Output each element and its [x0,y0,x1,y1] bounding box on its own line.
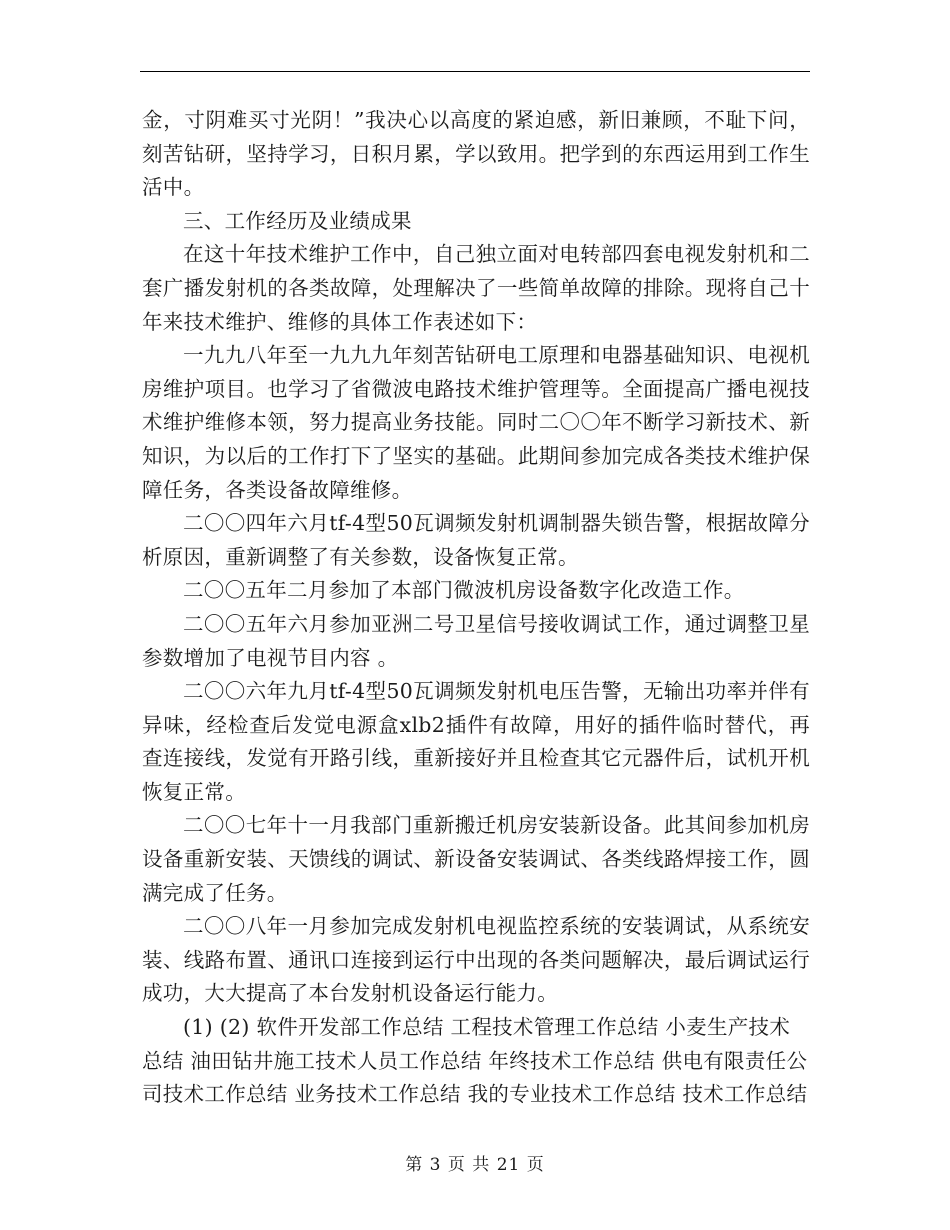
document-body [142,104,810,1112]
page-footer: 第 3 页 共 21 页 [405,1155,545,1175]
paragraph-1998: 一九九八年至一九九九年刻苦钻研电工原理和电器基础知识、电视机房维护项目。也学习了省微波电路技术维护管理等。全面提高广播电视技术维护维修本领，努力提高业务技能。同时二〇〇年不断学习新技术、新知识，为以后的工作打下了坚实的基础。此期间参加完成各类技术维护保障任务，各类设备故障维修。 [142,343,810,502]
paragraph-related-links: (1) (2) 软件开发部工作总结 工程技术管理工作总结 小麦生产技术总结 油田钻井施工技术人员工作总结 年终技术工作总结 供电有限责任公司技术工作总结 业务技术工作总结 我的专业技术工作总结 技术工作总结 [142,1015,808,1107]
paragraph-intro: 在这十年技术维护工作中，自己独立面对电转部四套电视发射机和二套广播发射机的各类故障，处理解决了一些简单故障的排除。现将自己十年来技术维护、维修的具体工作表述如下： [142,242,810,334]
paragraph-2006-09: 二〇〇六年九月tf-4型50瓦调频发射机电压告警，无输出功率并伴有异味，经检查后发觉电源盒xlb2插件有故障，用好的插件临时替代，再查连接线，发觉有开路引线，重新接好并且检查其它元器件后，试机开机恢复正常。 [142,679,810,804]
paragraph-2004-06: 二〇〇四年六月tf-4型50瓦调频发射机调制器失锁告警，根据故障分析原因，重新调整了有关参数，设备恢复正常。 [142,511,810,569]
paragraph-2008-01: 二〇〇八年一月参加完成发射机电视监控系统的安装调试，从系统安装、线路布置、通讯口连接到运行中出现的各类问题解决，最后调试运行成功，大大提高了本台发射机设备运行能力。 [142,914,810,1006]
paragraph-2007-11: 二〇〇七年十一月我部门重新搬迁机房安装新设备。此其间参加机房设备重新安装、天馈线的调试、新设备安装调试、各类线路焊接工作，圆满完成了任务。 [142,813,810,905]
paragraph-2005-06: 二〇〇五年六月参加亚洲二号卫星信号接收调试工作，通过调整卫星参数增加了电视节目内容 。 [142,611,810,670]
paragraph-continuation: 金，寸阴难买寸光阴！”我决心以高度的紧迫感，新旧兼顾，不耻下问，刻苦钻研，坚持学习，日积月累，学以致用。把学到的东西运用到工作生活中。 [142,108,810,200]
section-heading-work-history: 三、工作经历及业绩成果 [183,208,412,233]
header-rule [140,71,810,72]
paragraph-2005-02: 二〇〇五年二月参加了本部门微波机房设备数字化改造工作。 [183,578,745,603]
